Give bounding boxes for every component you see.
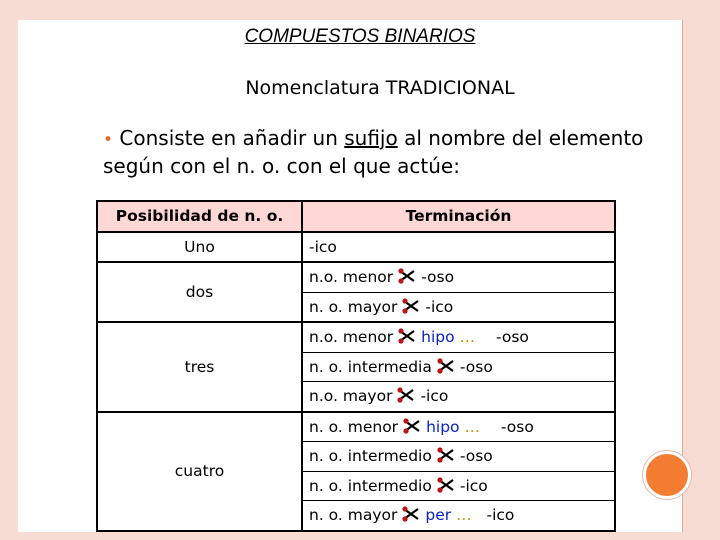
scissors-icon [402,418,422,434]
termination-dos-mayor [302,292,615,322]
scissors-icon [396,387,416,403]
bullet-icon: • [103,130,114,150]
table-row-dos-menor [97,262,615,292]
nomenclature-table [96,200,616,532]
table-row-uno [97,232,615,263]
level-text: n. o. intermedio [309,447,432,466]
prefix-text: hipo [421,328,455,347]
table-row-tres-menor [97,322,615,352]
slide-subtitle: Nomenclatura TRADICIONAL [245,77,515,99]
bullet-underlined-word: sufijo [344,126,398,150]
scissors-icon [436,358,456,374]
level-text: n. o. mayor [309,297,398,316]
termination-cuatro-intermedio-2 [302,471,615,501]
suffix-text: -oso [459,447,493,466]
table-row-cuatro-menor [97,412,615,442]
suffix-text: -ico [486,506,515,525]
bullet-text-2: al nombre del elemento según con el n. o. con el que actúe: [103,126,644,178]
level-text: n.o. mayor [309,387,393,406]
suffix-text: -oso [500,417,534,436]
row-label-tres: tres [97,322,302,412]
level-text: n. o. mayor [309,506,398,525]
termination-uno: -ico [302,232,615,263]
termination-dos-menor [302,262,615,292]
termination-cuatro-intermedio-1 [302,442,615,472]
suffix-text: -ico [459,476,488,495]
termination-cuatro-menor [302,412,615,442]
suffix-text: -oso [495,328,529,347]
row-label-dos: dos [97,262,302,322]
scissors-icon [397,328,417,344]
scissors-icon [401,506,421,522]
suffix-text: -ico [420,387,449,406]
scissors-icon [397,268,417,284]
level-text: n. o. intermedia [309,357,432,376]
termination-cuatro-mayor [302,501,615,531]
table-header-possibility: Posibilidad de n. o. [97,201,302,232]
row-label-uno: Uno [97,232,302,263]
prefix-text: hipo [426,417,460,436]
slide-frame-bottom [0,532,720,540]
prefix-text: per [425,506,452,525]
ellipsis-text: … [459,328,476,347]
level-text: n.o. menor [309,268,394,287]
termination-tres-mayor [302,382,615,412]
scissors-icon [436,477,456,493]
termination-tres-menor [302,322,615,352]
slide-title: COMPUESTOS BINARIOS [244,26,476,47]
suffix-text: -oso [459,357,493,376]
scissors-icon [401,298,421,314]
bullet-paragraph [103,125,663,179]
table-header-row [97,201,615,232]
termination-tres-intermedia [302,352,615,382]
slide-frame-top [0,0,720,20]
level-text: n.o. menor [309,328,394,347]
table-header-termination: Terminación [302,201,615,232]
suffix-text: -oso [421,268,455,287]
row-label-cuatro: cuatro [97,412,302,531]
decorative-orange-circle [643,451,691,499]
level-text: n. o. menor [309,417,399,436]
ellipsis-text: … [456,506,472,525]
bullet-text-1: Consiste en añadir un [119,126,345,150]
scissors-icon [436,447,456,463]
ellipsis-text: … [464,417,480,436]
suffix-text: -ico [425,297,454,316]
level-text: n. o. intermedio [309,476,432,495]
